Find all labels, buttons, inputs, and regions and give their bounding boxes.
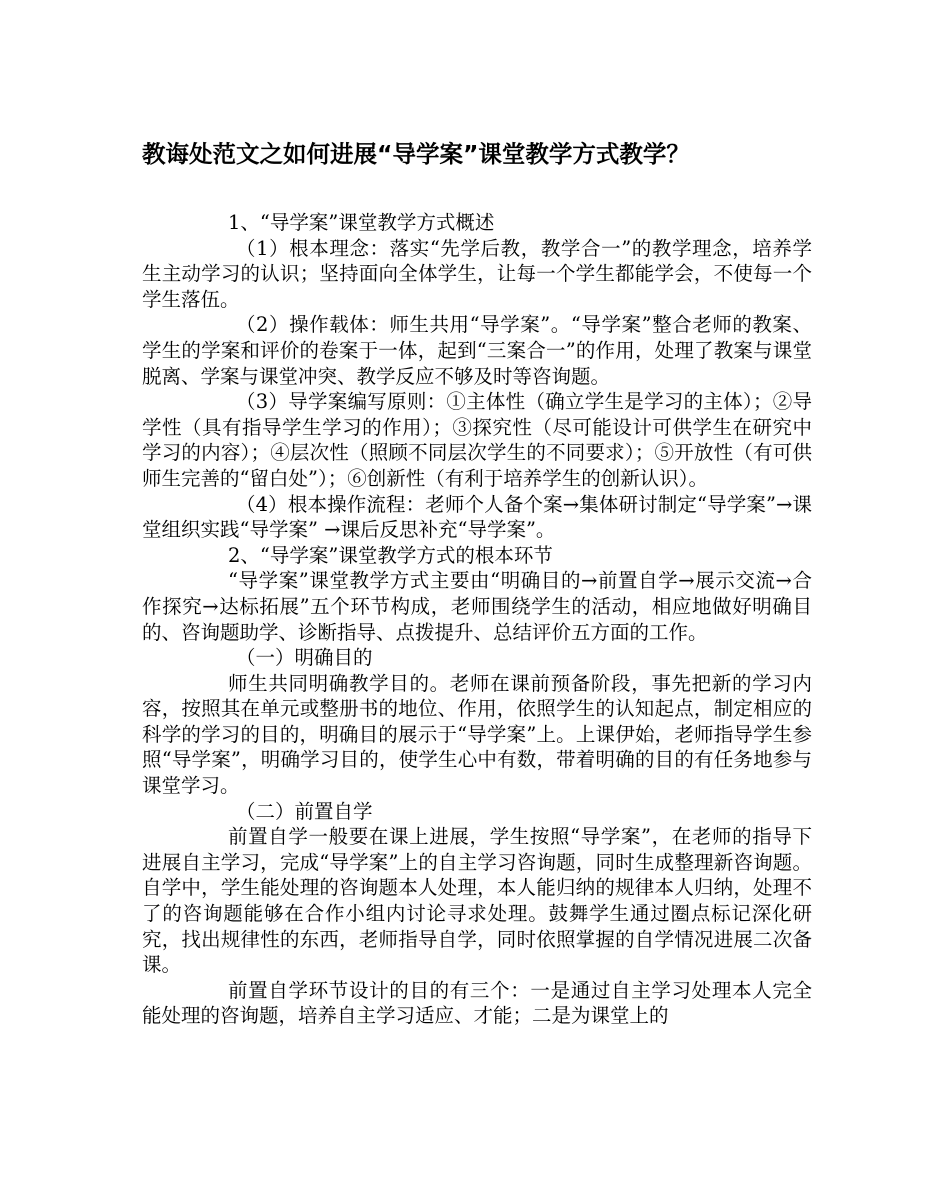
subheading-pre-study: （二）前置自学 xyxy=(236,799,373,823)
paragraph-pre-study: 前置自学一般要在课上进展，学生按照“导学案”，在老师的指导下进展自主学习，完成“导学案”上的自主学习咨询题，同时生成整理新咨询题。自学中，学生能处理的咨询题本人处理，本人能归纳的规律本人归纳，处理不了的咨询题能够在合作小组内讨论寻求处理。鼓舞学生通过圈点标记深化研究，找出规律性的东西，老师指导自学，同时依照掌握的自学情况进展二次备课。 xyxy=(142,825,812,977)
subheading-clear-goals: （一）明确目的 xyxy=(236,646,373,670)
section-heading-2: 2、“导学案”课堂教学方式的根本环节 xyxy=(228,543,553,567)
paragraph-basic-concept: （1）根本理念：落实“先学后教，教学合一”的教学理念，培养学生主动学习的认识；坚持面向全体学生，让每一个学生都能学会，不使每一个学生落伍。 xyxy=(142,236,812,311)
paragraph-operation-flow: （4）根本操作流程：老师个人备个案→集体研讨制定“导学案”→课堂组织实践“导学案” →课后反思补充“导学案”。 xyxy=(142,492,812,542)
paragraph-operation-carrier: （2）操作载体：师生共用“导学案”。“导学案”整合老师的教案、学生的学案和评价的卷案于一体，起到“三案合一”的作用，处理了教案与课堂脱离、学案与课堂冲突、教学反应不够及时等咨询题。 xyxy=(142,313,812,388)
paragraph-writing-principles: （3）导学案编写原则：①主体性（确立学生是学习的主体）；②导学性（具有指导学生学习的作用）；③探究性（尽可能设计可供学生在研究中学习的内容）；④层次性（照顾不同层次学生的不同要求）；⑤开放性（有可供师生完善的“留白处”）；⑥创新性（有利于培养学生的创新认识）。 xyxy=(142,390,812,490)
section-heading-1: 1、“导学案”课堂教学方式概述 xyxy=(228,211,495,234)
paragraph-clear-goals: 师生共同明确教学目的。老师在课前预备阶段，事先把新的学习内容，按照其在单元或整册书的地位、作用，依照学生的认知起点，制定相应的科学的学习的目的，明确目的展示于“导学案”上。上课伊始，老师指导学生参照“导学案”，明确学习目的，使学生心中有数，带着明确的目的有任务地参与课堂学习。 xyxy=(142,671,812,798)
paragraph-five-steps: “导学案”课堂教学方式主要由“明确目的→前置自学→展示交流→合作探究→达标拓展”五个环节构成，老师围绕学生的活动，相应地做好明确目的、咨询题助学、诊断指导、点拨提升、总结评价五方面的工作。 xyxy=(142,569,812,644)
document-body xyxy=(142,210,812,1029)
document-title: 教诲处范文之如何进展“导学案”课堂教学方式教学？ xyxy=(142,140,690,168)
paragraph-pre-study-purpose: 前置自学环节设计的目的有三个：一是通过自主学习处理本人完全能处理的咨询题，培养自主学习适应、才能；二是为课堂上的 xyxy=(142,978,812,1028)
